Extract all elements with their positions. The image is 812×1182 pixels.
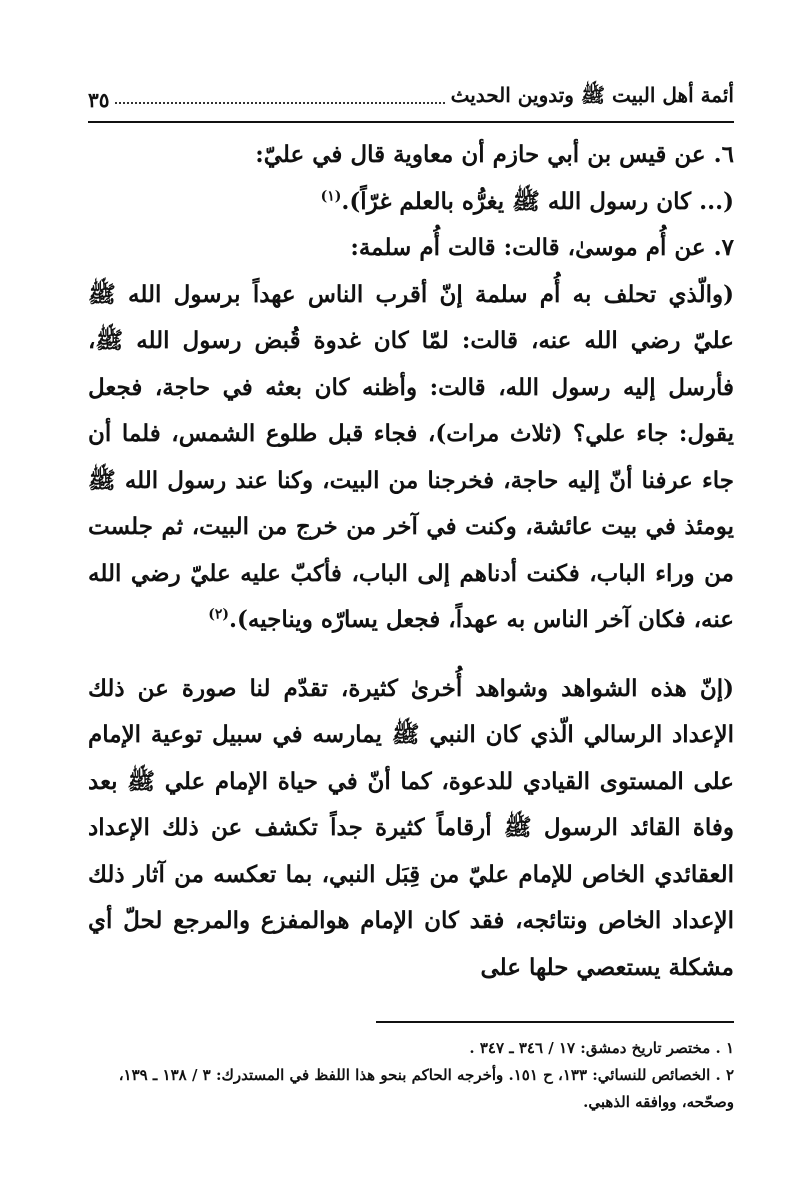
quote-2: (والّذي تحلف به أُم سلمة إنّ أقرب الناس عهداً برسول الله ﷺ عليّ رضي الله عنه، قالت: لمّا كان غدوة قُبض رسول الله ﷺ، فأرسل إليه رسول الله، قالت: وأظنه كان بعثه في حاجة، فجعل يقول: جاء علي؟ (ثلاث مرات)، فجاء قبل طلوع الشمس، فلما أن جاء عرفنا أنّ إليه حاجة، فخرجنا من البيت، وكنا عند رسول الله ﷺ يومئذ في بيت عائشة، وكنت في آخر من خرج من البيت، ثم جلست من وراء الباب، فكنت أدناهم إلى الباب، فأكبّ عليه عليّ رضي الله عنه، فكان آخر الناس به عهداً، فجعل يسارّه ويناجيه). — [88, 280, 734, 633]
header-title: أئمة أهل البيت ﷺ وتدوين الحديث — [450, 83, 734, 107]
main-text — [88, 132, 734, 991]
footnotes — [88, 1035, 734, 1116]
footnote-1: ١ . مختصر تاريخ دمشق: ١٧ / ٣٤٦ ـ ٣٤٧ . — [469, 1039, 734, 1057]
page-number: ٣٥ — [88, 88, 110, 112]
footnote-2: ٢ . الخصائص للنسائي: ١٣٣، ح ١٥١. وأخرجه الحاكم بنحو هذا اللفظ في المستدرك: ٣ / ١٣٨ ـ ١٣٩، وصحّحه، ووافقه الذهبي. — [118, 1066, 734, 1111]
quote-1: (... كان رسول الله ﷺ يغرُّه بالعلم غرّاً). — [341, 187, 734, 215]
header-dot-leader — [115, 102, 444, 104]
paragraph-5: (إنّ هذه الشواهد وشواهد أُخرىٰ كثيرة، تقدّم لنا صورة عن ذلك الإعداد الرسالي الّذي كان النبي ﷺ يمارسه في سبيل توعية الإمام على المستوى القيادي للدعوة، كما أنّ في حياة الإمام علي ﷺ بعد وفاة القائد الرسول ﷺ أرقاماً كثيرة جداً تكشف عن ذلك الإعداد العقائدي الخاص للإمام عليّ من قِبَل النبي، بما تعكسه من آثار ذلك الإعداد الخاص ونتائجه، فقد كان الإمام هوالمفزع والمرجع لحلّ أي مشكلة يستعصي حلها على — [88, 674, 734, 981]
paragraph-2 — [88, 179, 734, 226]
footnote-ref-2[interactable]: (٢) — [208, 606, 229, 623]
paragraph-1: ٦. عن قيس بن أبي حازم أن معاوية قال في عليّ: — [255, 141, 734, 168]
paragraph-gap — [88, 644, 734, 666]
paragraph-4 — [88, 272, 734, 644]
footnote-ref-1[interactable]: (١) — [320, 187, 342, 204]
header-rule — [88, 121, 734, 123]
paragraph-3: ٧. عن أُم موسىٰ، قالت: قالت أُم سلمة: — [350, 234, 734, 261]
running-header — [88, 72, 734, 112]
footnote-rule — [376, 1021, 734, 1023]
